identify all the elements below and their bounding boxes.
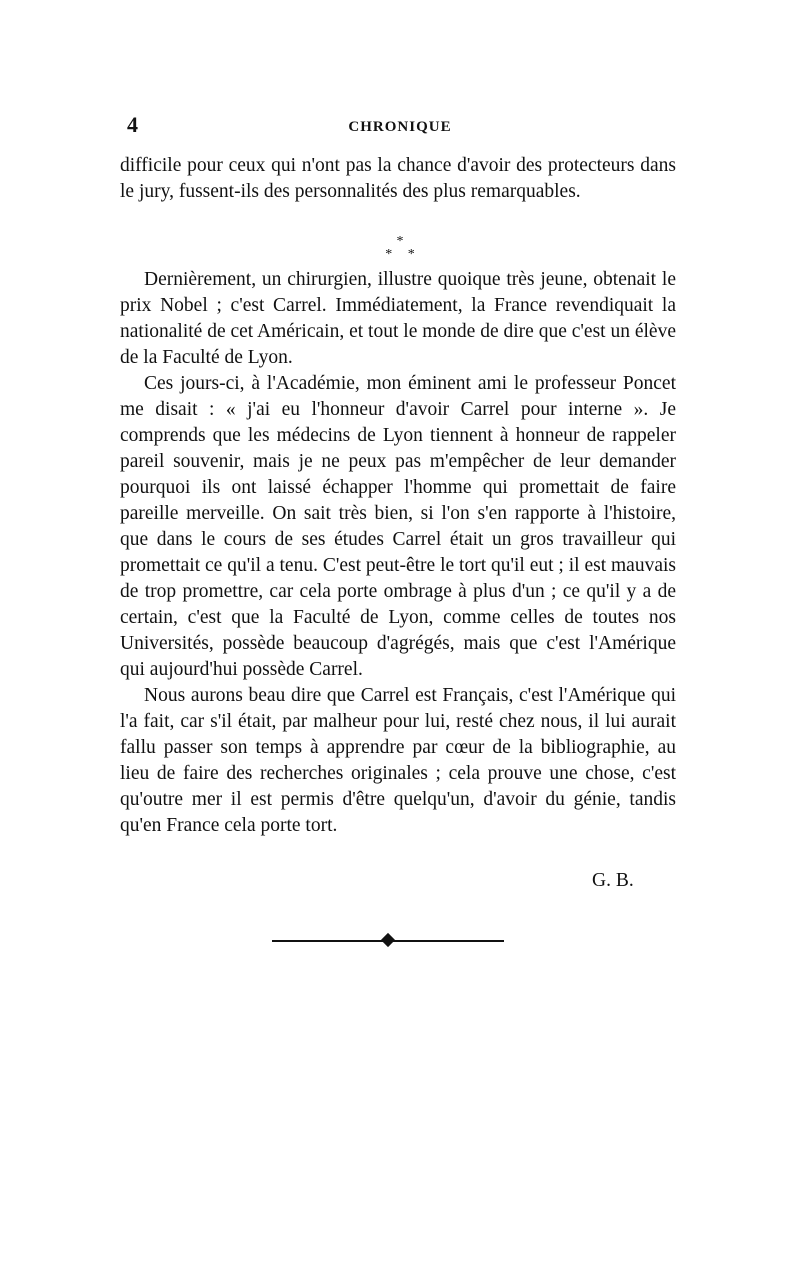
asterism-top: * (396, 234, 404, 249)
paragraph-continuation: difficile pour ceux qui n'ont pas la chance d'avoir des protecteurs dans le jury, fussent-ils des personnalités des plus remarquables. (120, 155, 676, 202)
page-number: 4 (127, 112, 138, 137)
text-block-main (120, 267, 676, 839)
running-title: CHRONIQUE (348, 119, 452, 135)
paragraph-2: Ces jours-ci, à l'Académie, mon éminent ami le professeur Poncet me disait : « j'ai eu l'honneur d'avoir Carrel pour interne ». Je comprends que les médecins de Lyon tiennent à honneur de rappeler pareil souvenir, mais je ne peux pas m'empêcher de leur demander pourquoi ils ont laissé échapper l'homme qui promettait de faire pareille merveille. On sait très bien, si l'on s'en rapporte à l'histoire, que dans le cours de ses études Carrel était un gros travailleur qui promettait ce qu'il a tenu. C'est peut-être le tort qu'il eut ; il est mauvais de trop promettre, car cela porte ombrage à plus d'un ; ce qu'il y a de certain, c'est que la Faculté de Lyon, comme celles de toutes nos Universités, possède beaucoup d'agrégés, mais que c'est l'Amérique qui aujourd'hui possède Carrel. (120, 373, 676, 680)
paragraph-3: Nous aurons beau dire que Carrel est Français, c'est l'Amérique qui l'a fait, car s'il était, par malheur pour lui, resté chez nous, il lui aurait fallu passer son temps à apprendre par cœur de la bibliographie, au lieu de faire des recherches originales ; cela prouve une chose, c'est qu'outre mer il est permis d'être quelqu'un, d'avoir du génie, tandis qu'en France cela porte tort. (120, 685, 676, 836)
asterism-bottom: * * (385, 247, 421, 262)
text-block-top (120, 153, 676, 205)
signature: G. B. (592, 870, 634, 891)
diamond-ornament-icon (381, 933, 395, 947)
paragraph-1: Dernièrement, un chirurgien, illustre quoique très jeune, obtenait le prix Nobel ; c'est Carrel. Immédiatement, la France revendiquait la nationalité de cet Américain, et tout le monde de dire que c'est un élève de la Faculté de Lyon. (120, 269, 676, 368)
asterism-separator (0, 235, 800, 261)
